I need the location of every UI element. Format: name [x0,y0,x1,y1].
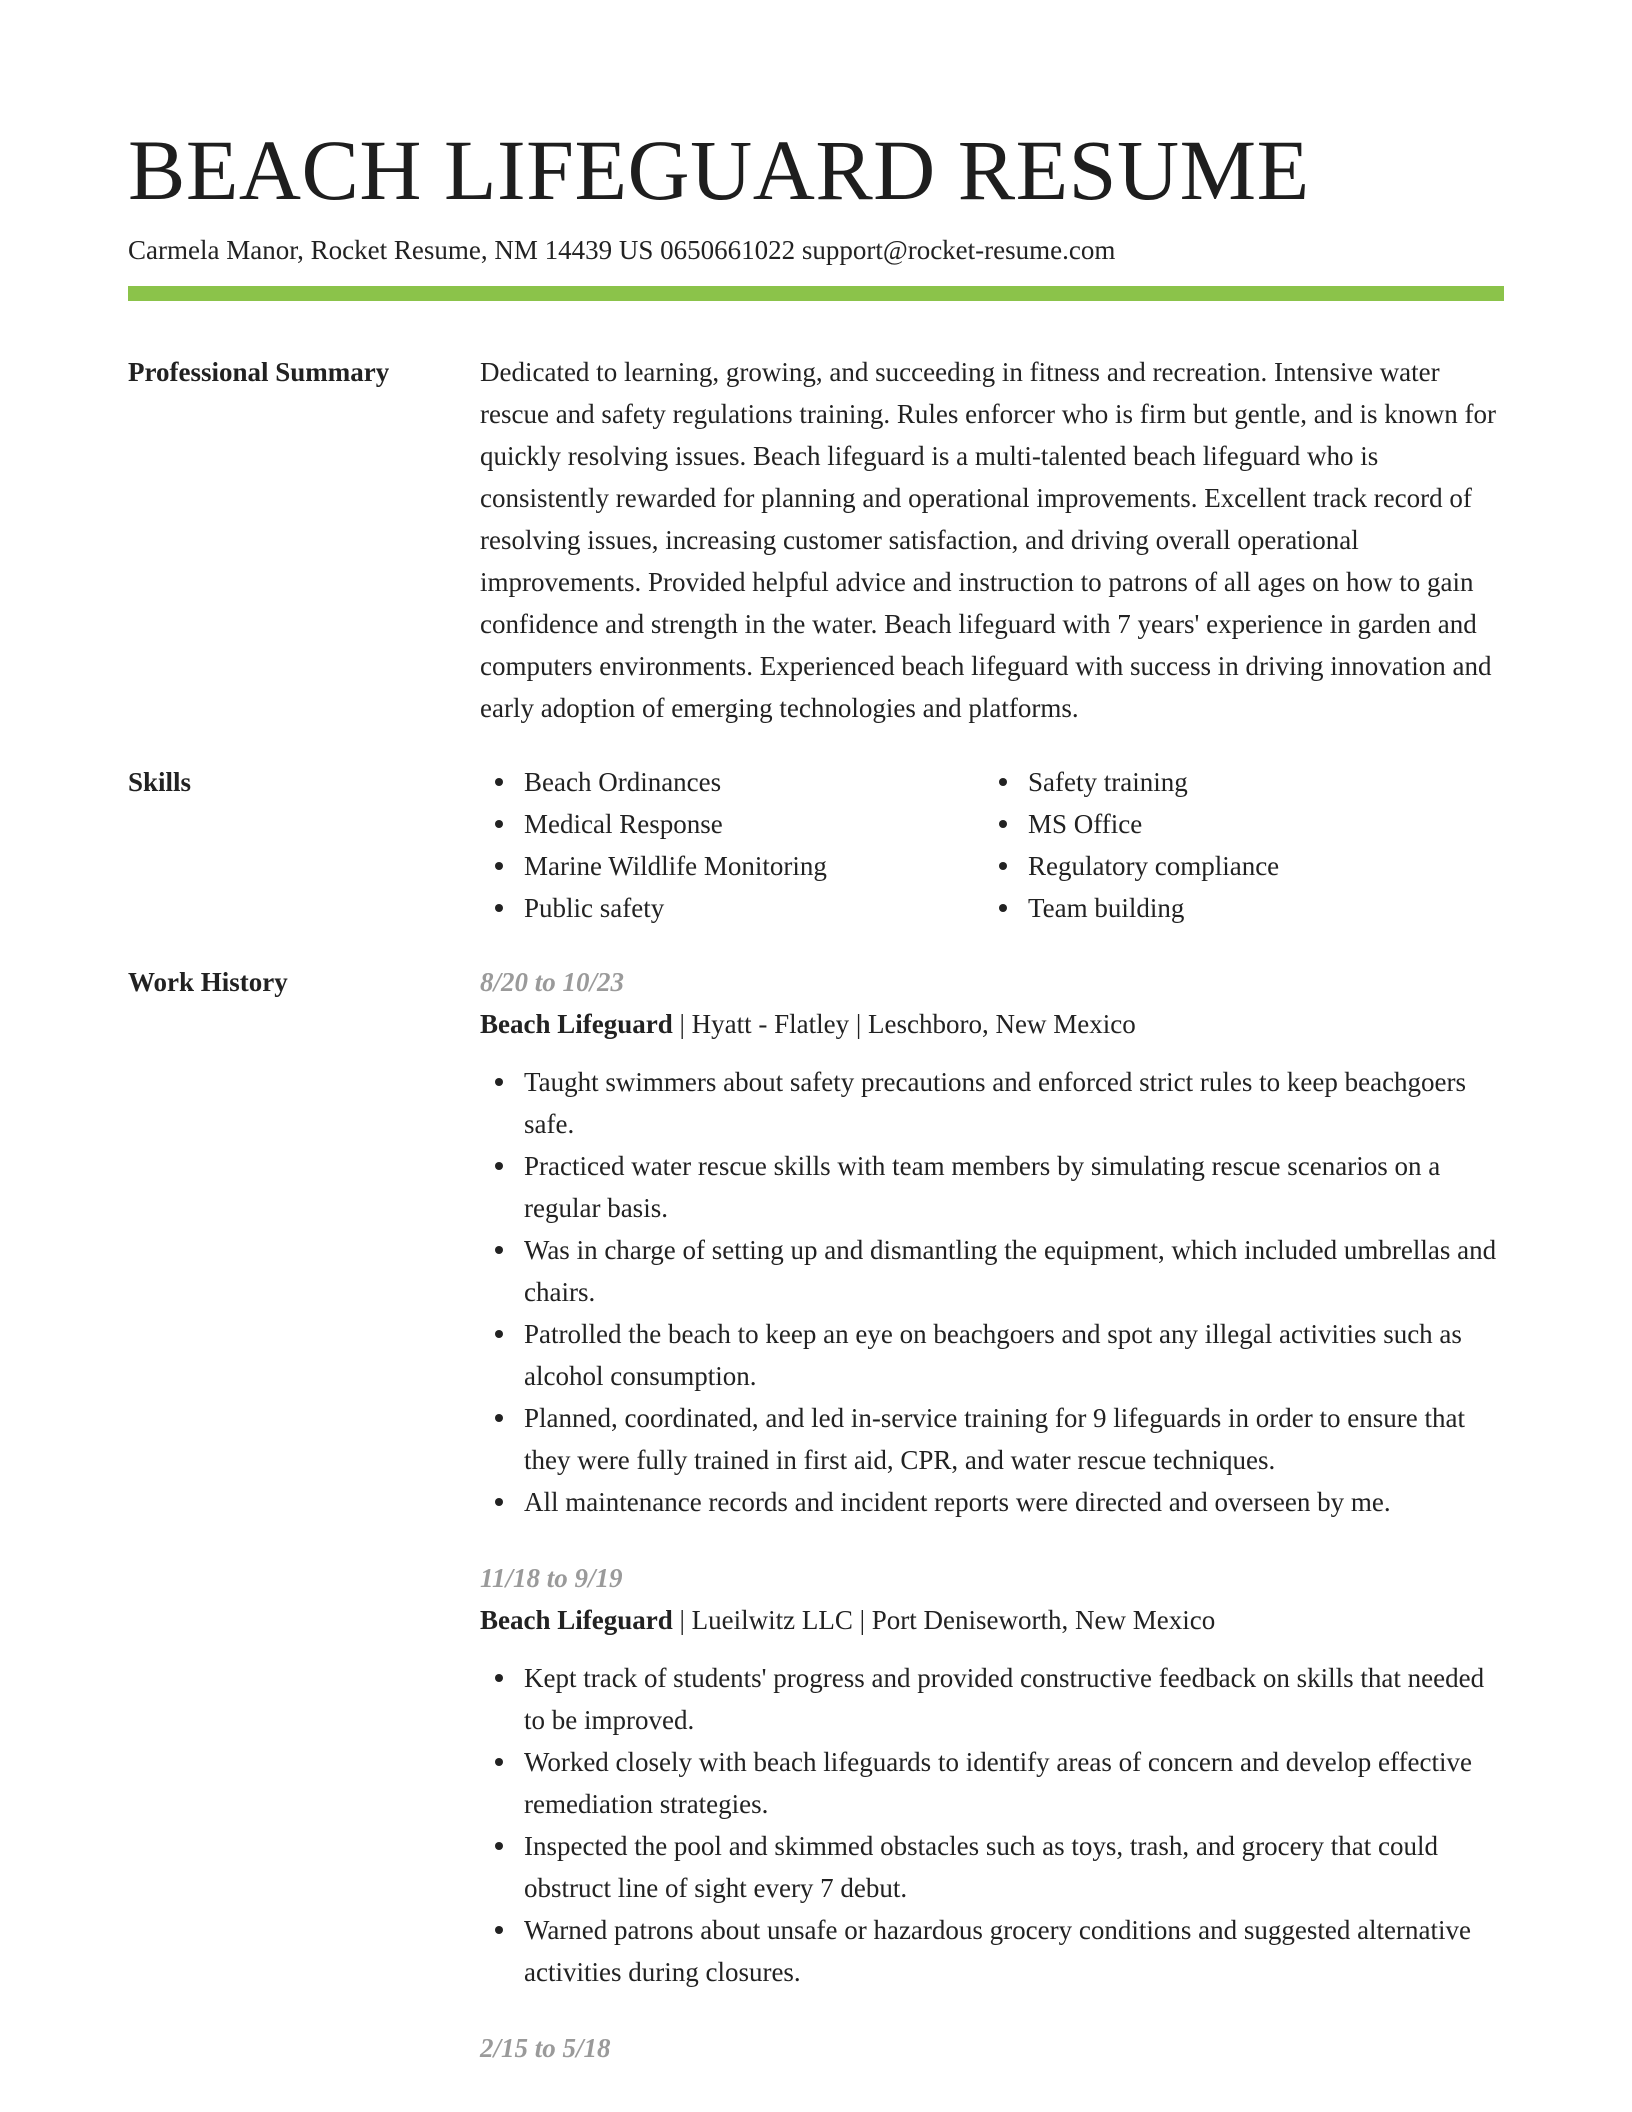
job-entry [480,1557,1504,1993]
job-dates: 11/18 to 9/19 [480,1563,623,1593]
job-duty-item: Kept track of students' progress and provided constructive feedback on skills that needed to be improved. [480,1657,1504,1741]
section-label-skills: Skills [128,767,192,797]
job-duty-item: All maintenance records and incident reports were directed and overseen by me. [480,1481,1504,1523]
work-history-body [480,961,1504,2103]
work-history-section [128,961,1504,2103]
job-duties-list [480,1061,1504,1523]
job-entry [480,961,1504,1523]
resume-page [128,120,1504,2103]
job-title: Beach Lifeguard [480,1009,673,1039]
skill-item: Beach Ordinances [480,761,984,803]
skills-grid [480,761,1504,929]
job-duty-item: Worked closely with beach lifeguards to identify areas of concern and develop effective remediation strategies. [480,1741,1504,1825]
job-duty-item: Practiced water rescue skills with team members by simulating rescue scenarios on a regular basis. [480,1145,1504,1229]
job-details: | Lueilwitz LLC | Port Deniseworth, New Mexico [672,1605,1216,1635]
job-duties-list [480,1657,1504,1993]
job-duty-item: Inspected the pool and skimmed obstacles such as toys, trash, and grocery that could obstruct line of sight every 7 debut. [480,1825,1504,1909]
job-duty-item: Was in charge of setting up and dismantling the equipment, which included umbrellas and chairs. [480,1229,1504,1313]
skill-item: Safety training [984,761,1488,803]
professional-summary-section [128,351,1504,729]
contact-line: Carmela Manor, Rocket Resume, NM 14439 US 0650661022 support@rocket-resume.com [128,235,1116,265]
job-entry [480,2027,1504,2069]
section-label-work-history: Work History [128,967,288,997]
accent-divider [128,286,1504,301]
skill-item: Marine Wildlife Monitoring [480,845,984,887]
skills-column-left [480,761,984,929]
job-heading [480,1599,1504,1641]
resume-title: BEACH LIFEGUARD RESUME [128,122,1310,218]
job-duty-item: Planned, coordinated, and led in-service training for 9 lifeguards in order to ensure that they were fully trained in first aid, CPR, and water rescue techniques. [480,1397,1504,1481]
job-heading [480,1003,1504,1045]
summary-text: Dedicated to learning, growing, and succeeding in fitness and recreation. Intensive water rescue and safety regulations training. Rules enforcer who is firm but gentle, and is known for quickly resolving issues. Beach lifeguard is a multi-talented beach lifeguard who is consistently rewarded for planning and operational improvements. Excellent track record of resolving issues, increasing customer satisfaction, and driving overall operational improvements. Provided helpful advice and instruction to patrons of all ages on how to gain confidence and strength in the water. Beach lifeguard with 7 years' experience in garden and computers environments. Experienced beach lifeguard with success in driving innovation and early adoption of emerging technologies and platforms. [480,357,1496,723]
skill-item: Team building [984,887,1488,929]
job-title: Beach Lifeguard [480,1605,673,1635]
skill-item: Medical Response [480,803,984,845]
job-details: | Hyatt - Flatley | Leschboro, New Mexico [672,1009,1136,1039]
job-dates: 8/20 to 10/23 [480,967,625,997]
job-duty-item: Patrolled the beach to keep an eye on beachgoers and spot any illegal activities such as alcohol consumption. [480,1313,1504,1397]
skill-item: MS Office [984,803,1488,845]
job-duty-item: Taught swimmers about safety precautions and enforced strict rules to keep beachgoers safe. [480,1061,1504,1145]
job-duty-item: Warned patrons about unsafe or hazardous grocery conditions and suggested alternative activities during closures. [480,1909,1504,1993]
skill-item: Regulatory compliance [984,845,1488,887]
skills-section [128,761,1504,929]
skills-column-right [984,761,1488,929]
skill-item: Public safety [480,887,984,929]
job-dates: 2/15 to 5/18 [480,2033,611,2063]
section-label-summary: Professional Summary [128,357,390,387]
